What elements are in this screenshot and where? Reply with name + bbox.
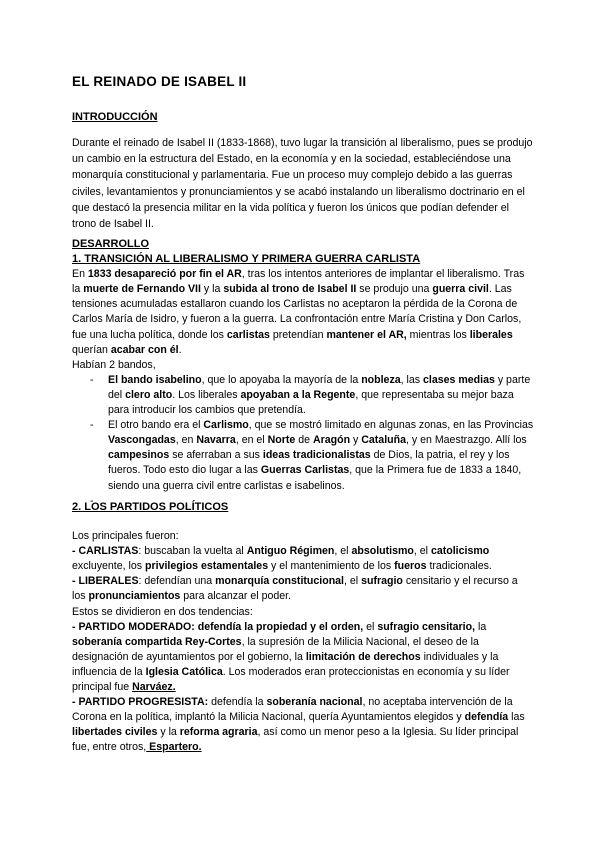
bandos-intro: Habían 2 bandos, bbox=[72, 358, 156, 371]
text-run: y el mantenimiento de los bbox=[268, 560, 395, 573]
section1-heading: 1. TRANSICIÓN AL LIBERALISMO Y PRIMERA GUERRA CARLISTA bbox=[72, 253, 421, 266]
text-run: y la bbox=[200, 283, 224, 296]
text-run: , que lo apoyaba la mayoría de la bbox=[201, 373, 362, 386]
bold-run: privilegios estamentales bbox=[145, 560, 269, 573]
text-run: excluyente, los bbox=[72, 560, 146, 573]
text-run: las bbox=[508, 711, 525, 724]
bold-run: Guerras Carlistas bbox=[260, 464, 350, 477]
bold-run: - CARLISTAS bbox=[72, 545, 139, 558]
bold-run: mantener el AR, bbox=[326, 328, 407, 341]
bold-run: defendía bbox=[464, 711, 509, 724]
bold-run: El bando isabelino bbox=[108, 373, 202, 386]
bold-run: liberales bbox=[469, 328, 513, 341]
moderado-paragraph bbox=[72, 620, 534, 695]
text-run: , las bbox=[400, 373, 424, 386]
text-run: se produjo una bbox=[356, 283, 433, 296]
intro-heading: INTRODUCCIÓN bbox=[72, 111, 158, 123]
liberales-paragraph bbox=[72, 574, 534, 604]
text-run: se aferraban a sus bbox=[169, 449, 263, 462]
text-run: el bbox=[363, 620, 378, 633]
text-run: de bbox=[295, 434, 313, 447]
bold-run: acabar con él bbox=[110, 343, 179, 356]
text-run: pretendían bbox=[269, 328, 327, 341]
bold-run: - LIBERALES bbox=[72, 575, 139, 588]
text-run: tradicionales. bbox=[426, 560, 492, 573]
text-run: , la supresión de la Milicia Nacional, el deseo de la designación de ayuntamientos por el gobierno, la bbox=[72, 635, 479, 663]
bando-isabelino-item bbox=[108, 373, 534, 418]
bold-run: soberanía compartida Rey-Cortes bbox=[72, 635, 242, 648]
bando-carlista-item bbox=[108, 418, 534, 493]
carlistas-paragraph bbox=[72, 544, 534, 574]
bold-run: clero alto bbox=[125, 388, 173, 401]
bold-run: Antiguo Régimen bbox=[246, 545, 335, 558]
bandos-list bbox=[72, 373, 534, 508]
text-run: : buscaban la vuelta al bbox=[138, 545, 247, 558]
bold-run: subida al trono de Isabel II bbox=[223, 283, 357, 296]
text-run: . bbox=[178, 343, 182, 356]
text-run: . Las tensiones acumuladas estallaron cuando los Carlistas no aceptaron la pérdida de la Corona de Carlos María de Isidro, y fueron a la guerra. La confrontación entre María Cristina y Don Carlos, fue una lucha política, donde los bbox=[72, 283, 522, 341]
bold-run: reforma agraria bbox=[179, 726, 258, 739]
bold-run: limitación de derechos bbox=[305, 650, 421, 663]
text-run: , tras los intentos anteriores de implantar el liberalismo. Tras la bbox=[72, 268, 525, 296]
text-run: El otro bando era el bbox=[108, 419, 204, 432]
bold-run: Cataluña bbox=[361, 434, 406, 447]
text-run: , y en Maestrazgo. Allí los bbox=[405, 434, 527, 447]
text-run: defendía la bbox=[208, 696, 267, 709]
bold-run: guerra civil bbox=[432, 283, 489, 296]
document-title: EL REINADO DE ISABEL II bbox=[72, 74, 247, 89]
bold-run: Aragón bbox=[312, 434, 351, 447]
bold-underlined-run: Narváez. bbox=[132, 681, 176, 694]
text-run: En bbox=[72, 268, 88, 281]
bold-run: carlistas bbox=[226, 328, 270, 341]
section1-paragraph bbox=[72, 267, 534, 358]
spacer bbox=[72, 515, 534, 529]
text-run: : defendían una bbox=[138, 575, 216, 588]
bold-run: 1833 desapareció por fin el AR bbox=[87, 268, 242, 281]
text-run: para alcanzar el poder. bbox=[180, 590, 292, 603]
text-run: , que representaba su mejor baza para introducir los cambios que pretendía. bbox=[108, 388, 514, 417]
text-run: , el bbox=[334, 545, 352, 558]
text-run: querían bbox=[72, 343, 111, 356]
text-run: y parte del bbox=[108, 373, 531, 401]
partidos-section bbox=[72, 500, 534, 756]
text-run: mientras los bbox=[406, 328, 470, 341]
tendencias-line: Estos se dividieron en dos tendencias: bbox=[72, 605, 253, 618]
bold-run: nobleza bbox=[361, 373, 401, 386]
bold-run: libertades civiles bbox=[72, 726, 158, 739]
text-run: , no aceptaba intervención de la Corona en la política, implantó la Milicia Nacional, quería Ayuntamientos elegidos y bbox=[72, 696, 513, 724]
text-run: . Los moderados eran proteccionistas en economía y su líder principal fue bbox=[72, 665, 510, 694]
text-run: individuales y la influencia de la bbox=[72, 650, 499, 678]
text-run: censitario y el recurso a los bbox=[72, 575, 518, 603]
bold-run: pronunciamientos bbox=[88, 590, 181, 603]
text-run: y bbox=[350, 434, 362, 447]
desarrollo-section bbox=[72, 237, 534, 508]
text-run: y la bbox=[157, 726, 180, 739]
progresista-paragraph bbox=[72, 695, 534, 755]
bold-underlined-run: Espartero. bbox=[146, 741, 202, 754]
text-run: , en el bbox=[235, 434, 268, 447]
bold-run: monarquía constitucional bbox=[215, 575, 344, 588]
text-run: . Los liberales bbox=[172, 388, 241, 401]
text-run: , en bbox=[175, 434, 197, 447]
bold-run: Navarra bbox=[196, 434, 236, 447]
text-run: , así como un menor peso a la Iglesia. Su líder principal fue, entre otros, bbox=[72, 726, 519, 754]
text-run: , el bbox=[344, 575, 362, 588]
bold-run: Iglesia Católica bbox=[145, 665, 223, 678]
bold-run: Norte bbox=[267, 434, 296, 447]
bold-run: - PARTIDO MODERADO: defendía la propiedad y el orden, bbox=[72, 620, 364, 633]
text-run: , el bbox=[413, 545, 431, 558]
bold-run: fueros bbox=[394, 560, 427, 573]
bold-run: Vascongadas bbox=[108, 434, 176, 447]
desarrollo-heading: DESARROLLO bbox=[72, 238, 149, 250]
partidos-intro: Los principales fueron: bbox=[72, 530, 179, 543]
section2-heading: 2. LOS PARTIDOS POLÍTICOS bbox=[72, 501, 229, 513]
bold-run: soberanía nacional bbox=[266, 696, 363, 709]
bold-run: absolutismo bbox=[351, 545, 414, 558]
intro-paragraph: Durante el reinado de Isabel II (1833-1868), tuvo lugar la transición al liberalismo, pues se produjo un cambio en la estructura del Estado, en la economía y en la sociedad, estableciéndose una monarquía constitucional y parlamentaria. Fue un proceso muy complejo debido a las guerras civiles, levantamientos y pronunciamientos y se acabó instalando un liberalismo doctrinario en el que destacó la presencia militar en la vida política y fueron los únicos que podían defender el trono de Isabel II. bbox=[72, 137, 533, 231]
bold-run: apoyaban a la Regente bbox=[240, 388, 356, 401]
bold-run: Carlismo bbox=[203, 419, 249, 432]
bold-run: - PARTIDO PROGRESISTA: bbox=[72, 696, 209, 709]
text-run: , que se mostró limitado en algunas zonas, en las Provincias bbox=[248, 419, 534, 432]
text-run: de Dios, la patria, el rey y los fueros. Todo esto dio lugar a las bbox=[108, 449, 510, 477]
text-run: , que la Primera fue de 1833 a 1840, siendo una guerra civil entre carlistas e isabelinos. bbox=[108, 464, 522, 492]
bold-run: ideas tradicionalistas bbox=[262, 449, 371, 462]
bold-run: clases medias bbox=[423, 373, 495, 386]
text-run: la bbox=[475, 620, 487, 633]
bold-run: sufragio bbox=[361, 575, 403, 588]
bold-run: campesinos bbox=[108, 449, 170, 462]
bold-run: sufragio censitario, bbox=[377, 620, 476, 633]
bold-run: muerte de Fernando VII bbox=[83, 283, 201, 296]
bold-run: catolicismo bbox=[430, 545, 490, 558]
